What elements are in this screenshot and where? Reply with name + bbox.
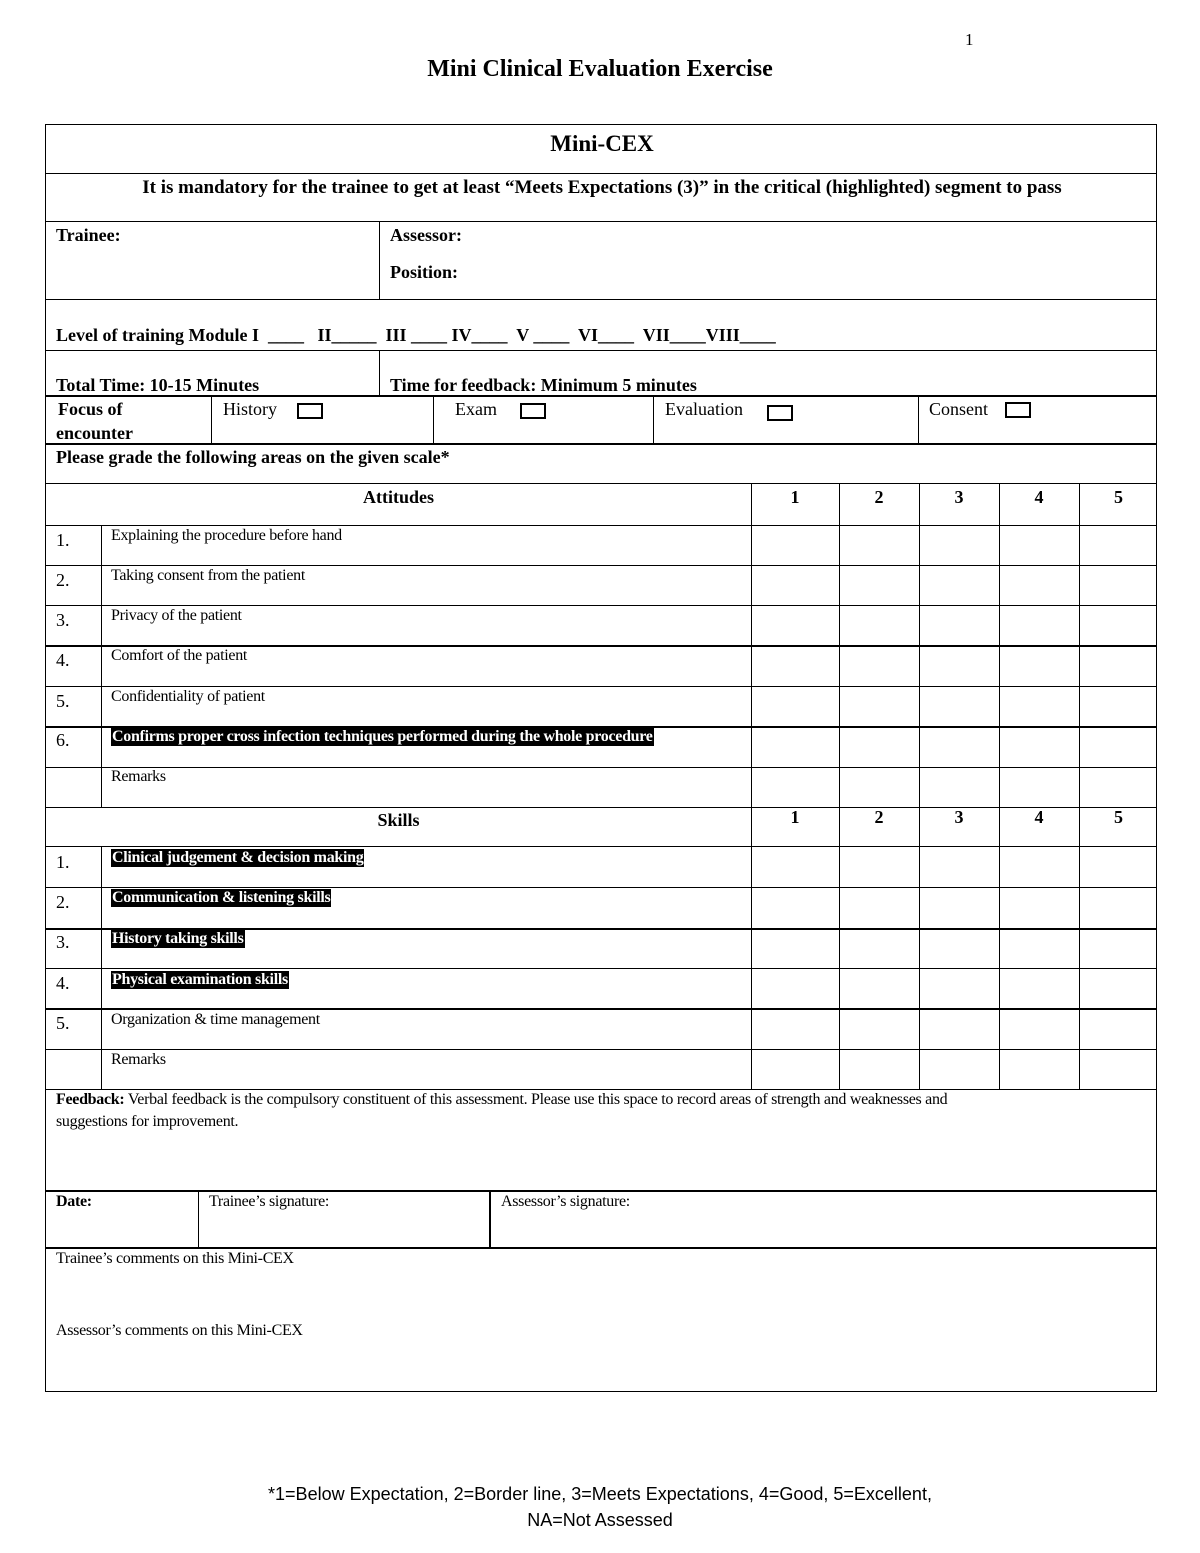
skills-remarks: Remarks (111, 1051, 166, 1068)
divider (46, 1089, 1156, 1090)
attitude-text-4: Comfort of the patient (111, 647, 248, 664)
divider (46, 443, 1156, 445)
divider (46, 483, 1156, 484)
assessor-label: Assessor: (390, 225, 462, 245)
trainee-signature-label: Trainee’s signature: (209, 1193, 330, 1210)
divider (198, 1191, 199, 1248)
divider (46, 968, 1156, 969)
divider (839, 483, 840, 1089)
feedback-time: Time for feedback: Minimum 5 minutes (390, 375, 697, 395)
trainee-label: Trainee: (56, 225, 121, 245)
attitude-num-2: 2. (56, 570, 70, 590)
document-title: Mini Clinical Evaluation Exercise (427, 56, 773, 82)
level-of-training: Level of training Module I ____ II_____ III ____ IV____ V ____ VI____ VII____VIII____ (56, 325, 776, 345)
skills-scale-5: 5 (1114, 807, 1123, 827)
divider (46, 1247, 1156, 1249)
focus-label-line2: encounter (56, 423, 133, 443)
grade-instruction: Please grade the following areas on the given scale* (56, 447, 450, 467)
divider (919, 483, 920, 1089)
divider (999, 483, 1000, 1089)
attitude-num-6: 6. (56, 730, 70, 750)
attitudes-heading: Attitudes (363, 487, 434, 507)
divider (46, 846, 1156, 847)
divider (46, 1008, 1156, 1010)
skills-scale-1: 1 (790, 807, 800, 827)
scale-legend-line1: *1=Below Expectation, 2=Border line, 3=Meets Expectations, 4=Good, 5=Excellent, (268, 1484, 932, 1504)
focus-label-line1: Focus of (58, 399, 123, 419)
divider (101, 846, 102, 1089)
focus-exam-checkbox[interactable] (520, 403, 546, 419)
skills-heading: Skills (377, 810, 420, 830)
date-label: Date: (56, 1193, 92, 1210)
skills-scale-4: 4 (1034, 807, 1044, 827)
skill-num-4: 4. (56, 973, 70, 993)
focus-consent-label: Consent (929, 399, 989, 419)
skills-scale-2: 2 (874, 807, 884, 827)
attitudes-scale-5: 5 (1114, 487, 1123, 507)
total-time: Total Time: 10-15 Minutes (56, 375, 260, 395)
divider (46, 1049, 1156, 1050)
trainee-comments-label: Trainee’s comments on this Mini-CEX (56, 1250, 294, 1267)
attitudes-remarks: Remarks (111, 768, 166, 785)
focus-history-checkbox[interactable] (297, 403, 323, 419)
divider (46, 605, 1156, 606)
divider (379, 221, 380, 299)
attitude-text-6-critical: Confirms proper cross infection techniques performed during the whole procedure (112, 728, 653, 745)
divider (46, 767, 1156, 768)
skill-text-4-critical: Physical examination skills (112, 971, 288, 988)
attitudes-scale-2: 2 (874, 487, 884, 507)
focus-history-label: History (223, 399, 277, 419)
skill-text-1-critical: Clinical judgement & decision making (112, 849, 364, 866)
attitude-num-3: 3. (56, 610, 70, 630)
skill-num-2: 2. (56, 892, 70, 912)
divider (433, 396, 434, 444)
focus-evaluation-checkbox[interactable] (767, 405, 793, 421)
divider (101, 525, 102, 807)
divider (379, 350, 380, 396)
skills-scale-3: 3 (954, 807, 964, 827)
divider (46, 350, 1156, 351)
attitudes-scale-1: 1 (790, 487, 800, 507)
skill-text-2-critical: Communication & listening skills (112, 889, 331, 906)
divider (489, 1191, 491, 1248)
divider (211, 396, 212, 444)
skill-num-1: 1. (56, 852, 70, 872)
focus-exam-label: Exam (455, 399, 497, 419)
mini-cex-form (45, 124, 1157, 1392)
scale-legend-line2: NA=Not Assessed (527, 1510, 673, 1530)
attitudes-scale-3: 3 (954, 487, 964, 507)
feedback-text-1: Verbal feedback is the compulsory constituent of this assessment. Please use this space to record areas of strength and weaknesses and (124, 1091, 948, 1108)
attitudes-scale-4: 4 (1034, 487, 1044, 507)
divider (46, 221, 1156, 222)
divider (46, 565, 1156, 566)
divider (46, 887, 1156, 888)
assessor-signature-label: Assessor’s signature: (501, 1193, 630, 1210)
attitude-num-5: 5. (56, 691, 70, 711)
feedback-label: Feedback: (56, 1091, 125, 1108)
divider (46, 299, 1156, 300)
divider (1079, 483, 1080, 1089)
divider (653, 396, 654, 444)
attitude-num-4: 4. (56, 650, 70, 670)
divider (46, 1190, 1156, 1192)
page-number: 1 (965, 30, 974, 49)
attitude-text-3: Privacy of the patient (111, 607, 242, 624)
focus-evaluation-label: Evaluation (665, 399, 743, 419)
skill-num-5: 5. (56, 1013, 70, 1033)
feedback-line2: suggestions for improvement. (56, 1113, 239, 1130)
skill-num-3: 3. (56, 932, 70, 952)
divider (918, 396, 919, 444)
attitude-text-1: Explaining the procedure before hand (111, 527, 342, 544)
focus-consent-checkbox[interactable] (1005, 402, 1031, 418)
assessor-comments-label: Assessor’s comments on this Mini-CEX (56, 1322, 303, 1339)
position-label: Position: (390, 262, 459, 282)
divider (46, 395, 1156, 397)
attitude-text-5: Confidentiality of patient (111, 688, 265, 705)
attitude-text-2: Taking consent from the patient (111, 567, 305, 584)
divider (46, 173, 1156, 174)
mandatory-note: It is mandatory for the trainee to get at least “Meets Expectations (3)” in the critical (highlighted) segment to pass (142, 177, 1062, 198)
divider (46, 525, 1156, 526)
divider (751, 483, 752, 1089)
feedback-line1 (56, 1091, 947, 1109)
attitude-num-1: 1. (56, 530, 70, 550)
form-heading: Mini-CEX (550, 131, 654, 156)
skill-text-5: Organization & time management (111, 1011, 320, 1028)
skill-text-3-critical: History taking skills (112, 930, 244, 947)
divider (46, 686, 1156, 687)
